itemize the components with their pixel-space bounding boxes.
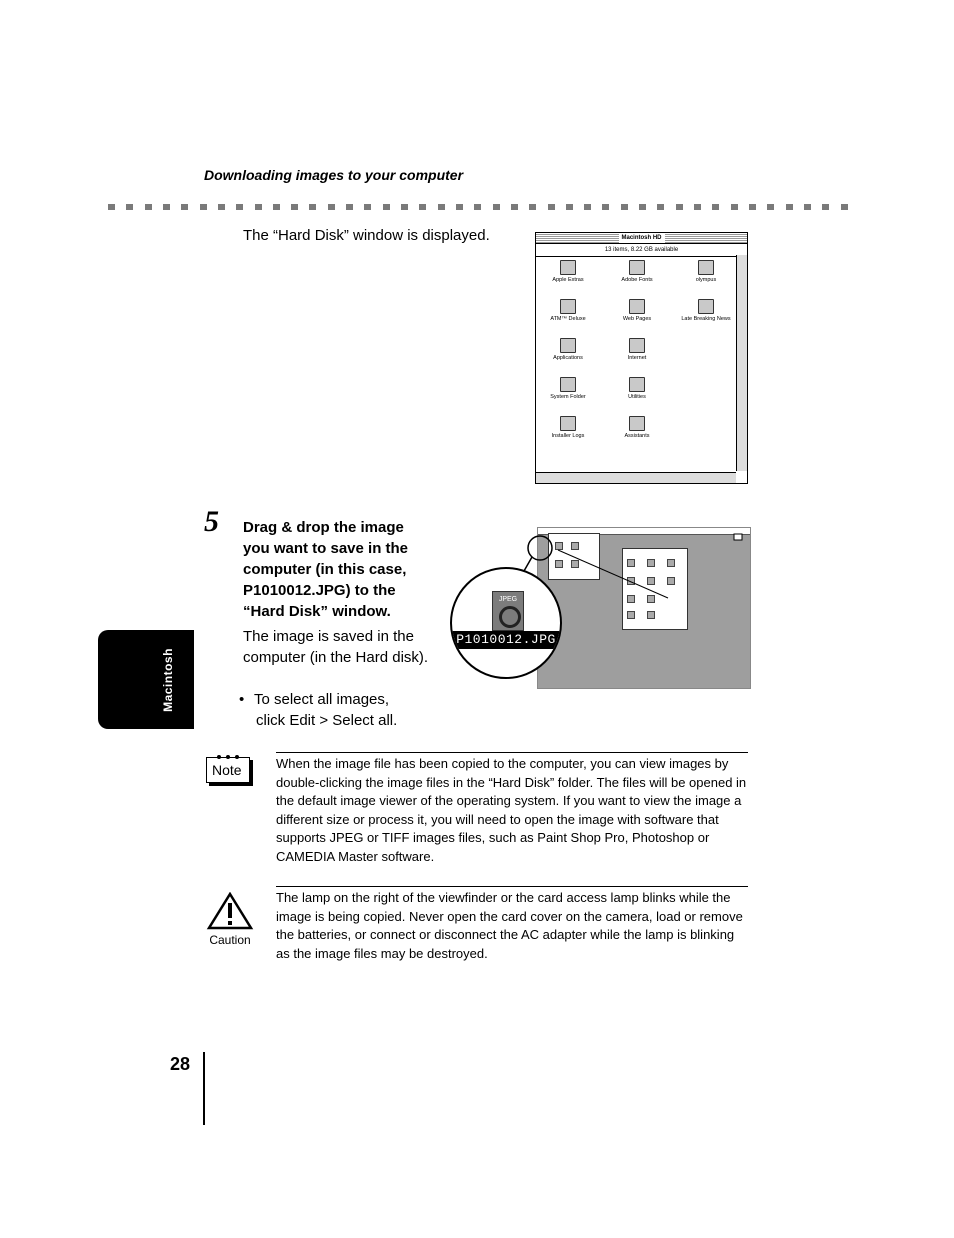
jpeg-file-icon <box>492 591 524 631</box>
rule-dot <box>804 204 811 210</box>
hard-disk-window-screenshot <box>535 232 748 484</box>
file-name-label: P1010012.JPG <box>452 631 560 649</box>
folder-item <box>607 296 667 322</box>
rule-dot <box>328 204 335 210</box>
caution-icon <box>206 892 254 947</box>
rule-dot <box>841 204 848 210</box>
rule-dot <box>163 204 170 210</box>
folder-icon <box>560 416 576 431</box>
jpeg-icon-label: JPEG <box>498 596 518 603</box>
folder-icon <box>698 299 714 314</box>
folder-icon <box>698 260 714 275</box>
rule-dot <box>200 204 207 210</box>
rule-dot <box>511 204 518 210</box>
page-header: Downloading images to your computer <box>204 167 464 183</box>
bullet-symbol: • <box>239 691 245 708</box>
folder-label: Utilities <box>628 394 646 400</box>
rule-dot <box>493 204 500 210</box>
zoom-connector <box>520 535 560 575</box>
step-bullet <box>239 689 429 731</box>
drag-arrow <box>538 528 750 688</box>
rule-dot <box>731 204 738 210</box>
folder-label: Assistants <box>624 433 650 439</box>
rule-dot <box>566 204 573 210</box>
folder-label: System Folder <box>550 394 586 400</box>
folder-label: olympus <box>695 277 717 283</box>
rule-dot <box>364 204 371 210</box>
rule-dot <box>749 204 756 210</box>
horizontal-scrollbar <box>536 472 736 483</box>
vertical-scrollbar <box>736 255 747 471</box>
folder-item <box>607 374 667 400</box>
window-info: 13 items, 8.22 GB available <box>536 244 747 257</box>
rule-dot <box>456 204 463 210</box>
folder-icon <box>629 416 645 431</box>
folder-label: Web Pages <box>622 316 652 322</box>
rule-dot <box>786 204 793 210</box>
folder-icon <box>560 338 576 353</box>
folder-icon <box>560 260 576 275</box>
folder-item <box>607 335 667 361</box>
intro-text: The “Hard Disk” window is displayed. <box>243 227 490 244</box>
rule-dot <box>694 204 701 210</box>
window-title-bar <box>536 233 747 244</box>
folder-item <box>607 413 667 439</box>
folder-label: Applications <box>553 355 583 361</box>
folder-label: Late Breaking News <box>681 316 731 322</box>
rule-dot <box>255 204 262 210</box>
folder-item <box>607 257 667 283</box>
rule-dot <box>218 204 225 210</box>
folder-item <box>538 335 598 361</box>
side-tab-label: Macintosh <box>161 648 175 712</box>
rule-dot <box>419 204 426 210</box>
rule-dot <box>474 204 481 210</box>
rule-dot <box>767 204 774 210</box>
dotted-divider <box>108 204 848 212</box>
rule-dot <box>181 204 188 210</box>
rule-dot <box>584 204 591 210</box>
folder-label: Apple Extras <box>552 277 584 283</box>
rule-dot <box>145 204 152 210</box>
step-body: The image is saved in the computer (in the Hard disk). <box>243 628 429 666</box>
warning-triangle-icon <box>206 892 254 930</box>
step-number: 5 <box>204 505 219 538</box>
caution-icon-label: Caution <box>209 933 251 947</box>
note-icon <box>206 757 252 783</box>
folder-item <box>538 413 598 439</box>
rule-dot <box>108 204 115 210</box>
folder-label: Internet <box>627 355 647 361</box>
rule-dot <box>401 204 408 210</box>
folder-label: Installer Logs <box>551 433 585 439</box>
folder-item <box>676 296 736 322</box>
note-icon-label: Note <box>212 762 242 778</box>
folder-icon <box>629 260 645 275</box>
window-title: Macintosh HD <box>618 233 664 243</box>
rule-dot <box>712 204 719 210</box>
section-side-tab <box>98 630 194 729</box>
page-number-rule <box>203 1052 205 1125</box>
rule-dot <box>529 204 536 210</box>
folder-icon <box>629 299 645 314</box>
folder-label: Adobe Fonts <box>621 277 653 283</box>
rule-dot <box>822 204 829 210</box>
rule-dot <box>383 204 390 210</box>
folder-icon <box>629 338 645 353</box>
rule-dot <box>309 204 316 210</box>
page-number: 28 <box>170 1054 191 1074</box>
note-text: When the image file has been copied to the computer, you can view images by double-clicking the image files in the “Hard Disk” folder. The files will be opened in the default image viewer of the operating system. If you want to view the image a different size or process it, you will need to open the image with software that supports JPEG or TIFF images files, such as Paint Shop Pro, Photoshop or CAMEDIA Master software. <box>276 752 748 866</box>
folder-icon <box>560 377 576 392</box>
rule-dot <box>346 204 353 210</box>
step-heading: Drag & drop the image you want to save in the computer (in this case, P1010012.JPG) to the “Hard Disk” window. <box>243 519 409 620</box>
rule-dot <box>291 204 298 210</box>
folder-item <box>538 296 598 322</box>
rule-dot <box>236 204 243 210</box>
folder-item <box>538 374 598 400</box>
folder-icon <box>629 377 645 392</box>
rule-dot <box>676 204 683 210</box>
rule-dot <box>273 204 280 210</box>
rule-dot <box>657 204 664 210</box>
rule-dot <box>621 204 628 210</box>
rule-dot <box>639 204 646 210</box>
drag-drop-screenshot <box>537 527 751 689</box>
bullet-line-2: click Edit > Select all. <box>256 712 398 729</box>
magnified-file-icon <box>450 567 562 679</box>
rule-dot <box>602 204 609 210</box>
rule-dot <box>548 204 555 210</box>
folder-label: ATM™ Deluxe <box>550 316 586 322</box>
folder-item <box>538 257 598 283</box>
caution-text: The lamp on the right of the viewfinder or the card access lamp blinks while the image is being copied. Never open the card cover on the camera, load or remove the batteries, or connect or disconnect the AC adapter while the lamp is blinking as the image files may be destroyed. <box>276 886 748 963</box>
rule-dot <box>126 204 133 210</box>
folder-icon <box>560 299 576 314</box>
rule-dot <box>438 204 445 210</box>
folder-item <box>676 257 736 283</box>
bullet-line-1: To select all images, <box>254 691 390 708</box>
